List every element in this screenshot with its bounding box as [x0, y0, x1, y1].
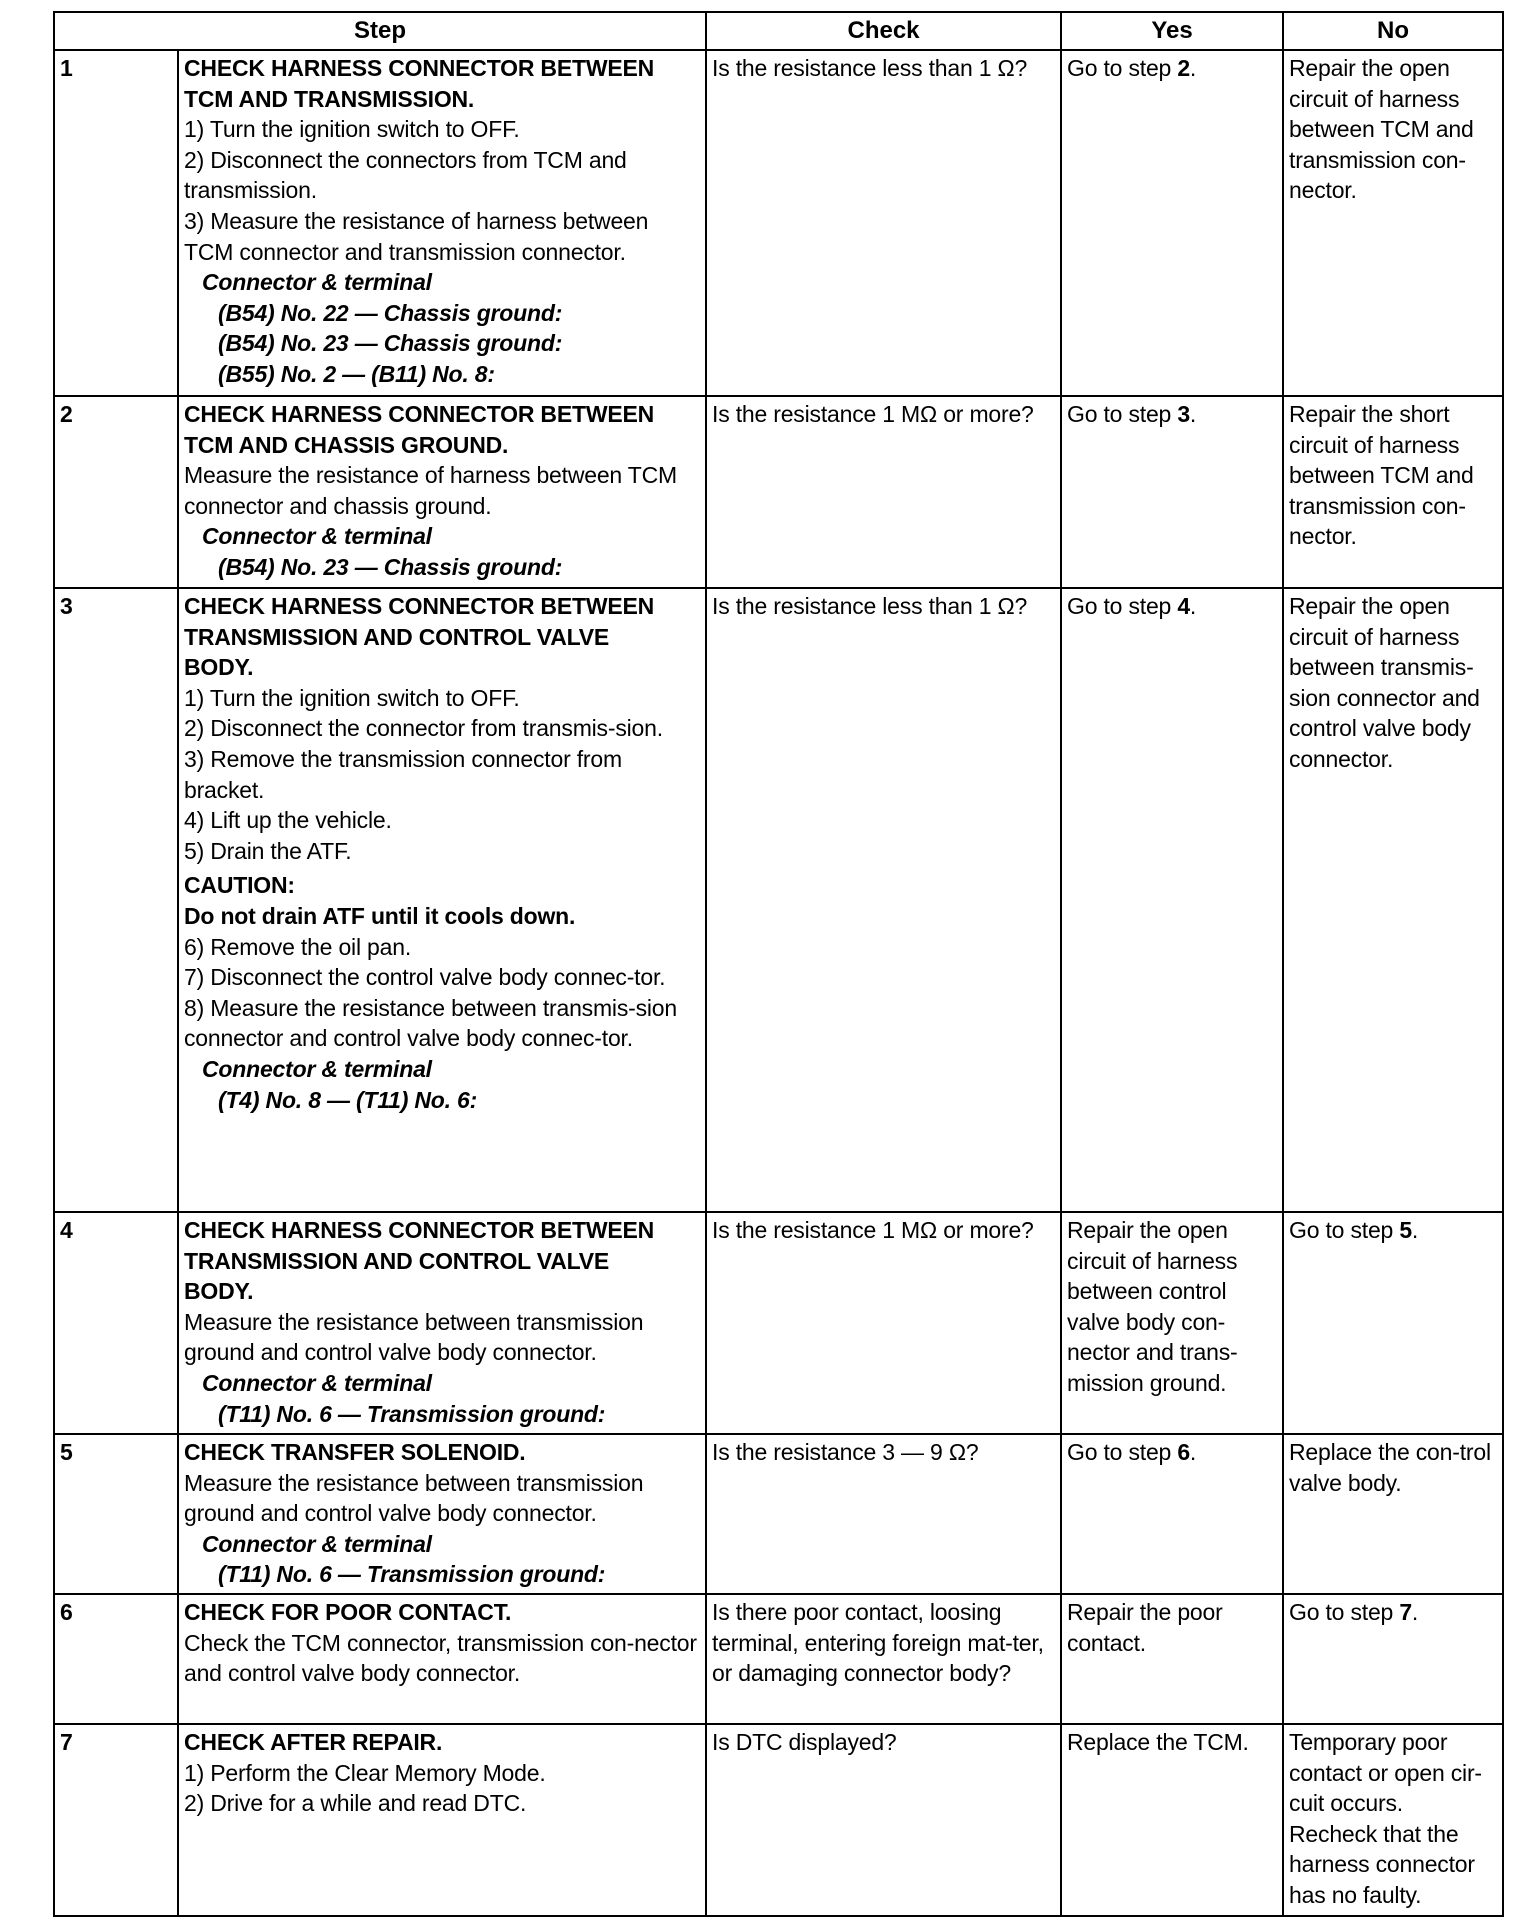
- procedure-line: 2) Disconnect the connectors from TCM and transmission.: [184, 146, 627, 204]
- connector-label: Connector & terminal: [202, 1055, 432, 1082]
- step-number: 4: [54, 1212, 178, 1434]
- procedure-line: 3) Measure the resistance of harness between TCM connector and transmission connector.: [184, 207, 649, 265]
- procedure-line: 6) Remove the oil pan.: [184, 933, 412, 960]
- step-title: TCM AND TRANSMISSION.: [184, 85, 475, 112]
- step-title: CHECK HARNESS CONNECTOR BETWEEN: [184, 401, 655, 427]
- header-row: [54, 12, 1503, 50]
- no-cell: Repair the open circuit of harness between TCM and transmission con-nector.: [1283, 50, 1503, 396]
- procedure-line: 5) Drain the ATF.: [184, 837, 352, 864]
- connector-terminal: (B54) No. 22 — Chassis ground:: [218, 299, 563, 326]
- check-cell: Is the resistance 3 — 9 Ω?: [706, 1434, 1061, 1594]
- caution-text: Do not drain ATF until it cools down.: [184, 902, 576, 929]
- connector-label: Connector & terminal: [202, 523, 432, 550]
- step-cell: [178, 588, 706, 1212]
- step-number: 2: [54, 396, 178, 588]
- connector-terminal: (T11) No. 6 — Transmission ground:: [218, 1400, 606, 1427]
- connector-label: Connector & terminal: [202, 1369, 432, 1396]
- no-cell: Temporary poor contact or open cir-cuit occurs. Recheck that the harness connector has no faulty.: [1283, 1724, 1503, 1916]
- header-yes: Yes: [1061, 12, 1283, 50]
- step-number: 5: [54, 1434, 178, 1594]
- connector-terminal: (B54) No. 23 — Chassis ground:: [218, 553, 563, 580]
- yes-cell: Go to step 3.: [1061, 396, 1283, 588]
- no-cell: Repair the short circuit of harness between TCM and transmission con-nector.: [1283, 396, 1503, 588]
- step-ref: 6: [1177, 1439, 1190, 1465]
- step-title: TRANSMISSION AND CONTROL VALVE: [184, 1247, 610, 1274]
- procedure-line: 1) Turn the ignition switch to OFF.: [184, 116, 520, 143]
- yes-cell: Replace the TCM.: [1061, 1724, 1283, 1916]
- check-cell: Is the resistance 1 MΩ or more?: [706, 396, 1061, 588]
- step-title: CHECK HARNESS CONNECTOR BETWEEN: [184, 55, 655, 81]
- connector-label: Connector & terminal: [202, 269, 432, 296]
- step-number: 7: [54, 1724, 178, 1916]
- check-cell: Is the resistance 1 MΩ or more?: [706, 1212, 1061, 1434]
- step-cell: [178, 396, 706, 588]
- step-number: 3: [54, 588, 178, 1212]
- step-title: CHECK TRANSFER SOLENOID.: [184, 1439, 526, 1465]
- step-title: CHECK HARNESS CONNECTOR BETWEEN: [184, 1217, 655, 1243]
- table-row: [54, 396, 1503, 588]
- check-cell: Is there poor contact, loosing terminal, entering foreign mat-ter, or damaging connector body?: [706, 1594, 1061, 1724]
- yes-cell: Go to step 2.: [1061, 50, 1283, 396]
- step-cell: [178, 50, 706, 396]
- step-ref: 5: [1399, 1217, 1412, 1243]
- connector-terminal: (T4) No. 8 — (T11) No. 6:: [218, 1086, 478, 1113]
- step-title: TCM AND CHASSIS GROUND.: [184, 431, 509, 458]
- step-title: BODY.: [184, 1278, 254, 1305]
- connector-terminal: (T11) No. 6 — Transmission ground:: [218, 1561, 606, 1588]
- procedure-line: 3) Remove the transmission connector from bracket.: [184, 745, 622, 803]
- procedure-line: 1) Turn the ignition switch to OFF.: [184, 684, 520, 711]
- step-cell: [178, 1594, 706, 1724]
- header-check: Check: [706, 12, 1061, 50]
- procedure-text: Check the TCM connector, transmission con-nector and control valve body connector.: [184, 1629, 697, 1687]
- step-cell: [178, 1434, 706, 1594]
- no-cell: Repair the open circuit of harness between transmis-sion connector and control valve body connector.: [1283, 588, 1503, 1212]
- procedure-text: Measure the resistance of harness between TCM connector and chassis ground.: [184, 462, 677, 519]
- yes-cell: Go to step 6.: [1061, 1434, 1283, 1594]
- step-title: CHECK FOR POOR CONTACT.: [184, 1599, 512, 1625]
- table-row: [54, 1724, 1503, 1916]
- procedure-line: 4) Lift up the vehicle.: [184, 807, 392, 834]
- step-number: 6: [54, 1594, 178, 1724]
- header-step: Step: [54, 12, 706, 50]
- table-row: [54, 50, 1503, 396]
- procedure-line: 7) Disconnect the control valve body connec-tor.: [184, 964, 666, 991]
- check-cell: Is the resistance less than 1 Ω?: [706, 50, 1061, 396]
- yes-cell: Repair the poor contact.: [1061, 1594, 1283, 1724]
- procedure-text: Measure the resistance between transmission ground and control valve body connector.: [184, 1308, 644, 1366]
- step-cell: [178, 1724, 706, 1916]
- check-cell: Is DTC displayed?: [706, 1724, 1061, 1916]
- step-number: 1: [54, 50, 178, 396]
- no-cell: Go to step 7.: [1283, 1594, 1503, 1724]
- yes-cell: Go to step 4.: [1061, 588, 1283, 1212]
- procedure-line: 8) Measure the resistance between transmis-sion connector and control valve body connec-tor.: [184, 994, 677, 1052]
- step-ref: 2: [1177, 55, 1190, 81]
- table-row: [54, 1594, 1503, 1724]
- procedure-line: 1) Perform the Clear Memory Mode.: [184, 1759, 546, 1786]
- procedure-line: 2) Drive for a while and read DTC.: [184, 1790, 527, 1817]
- yes-cell: Repair the open circuit of harness between control valve body con-nector and trans-mission ground.: [1061, 1212, 1283, 1434]
- connector-terminal: (B55) No. 2 — (B11) No. 8:: [218, 360, 495, 387]
- table-row: [54, 1434, 1503, 1594]
- step-title: CHECK HARNESS CONNECTOR BETWEEN: [184, 593, 655, 619]
- caution-heading: CAUTION:: [184, 872, 295, 899]
- step-ref: 4: [1177, 593, 1190, 619]
- step-ref: 7: [1399, 1599, 1412, 1625]
- step-title: BODY.: [184, 654, 254, 681]
- diagnostic-table: [53, 11, 1504, 1917]
- check-cell: Is the resistance less than 1 Ω?: [706, 588, 1061, 1212]
- header-no: No: [1283, 12, 1503, 50]
- procedure-line: 2) Disconnect the connector from transmis-sion.: [184, 715, 663, 742]
- procedure-text: Measure the resistance between transmission ground and control valve body connector.: [184, 1469, 644, 1527]
- no-cell: Go to step 5.: [1283, 1212, 1503, 1434]
- connector-terminal: (B54) No. 23 — Chassis ground:: [218, 330, 563, 357]
- connector-label: Connector & terminal: [202, 1530, 432, 1557]
- table-row: [54, 1212, 1503, 1434]
- step-ref: 3: [1177, 401, 1190, 427]
- step-title: CHECK AFTER REPAIR.: [184, 1729, 443, 1755]
- step-cell: [178, 1212, 706, 1434]
- step-title: TRANSMISSION AND CONTROL VALVE: [184, 623, 610, 650]
- no-cell: Replace the con-trol valve body.: [1283, 1434, 1503, 1594]
- table-row: [54, 588, 1503, 1212]
